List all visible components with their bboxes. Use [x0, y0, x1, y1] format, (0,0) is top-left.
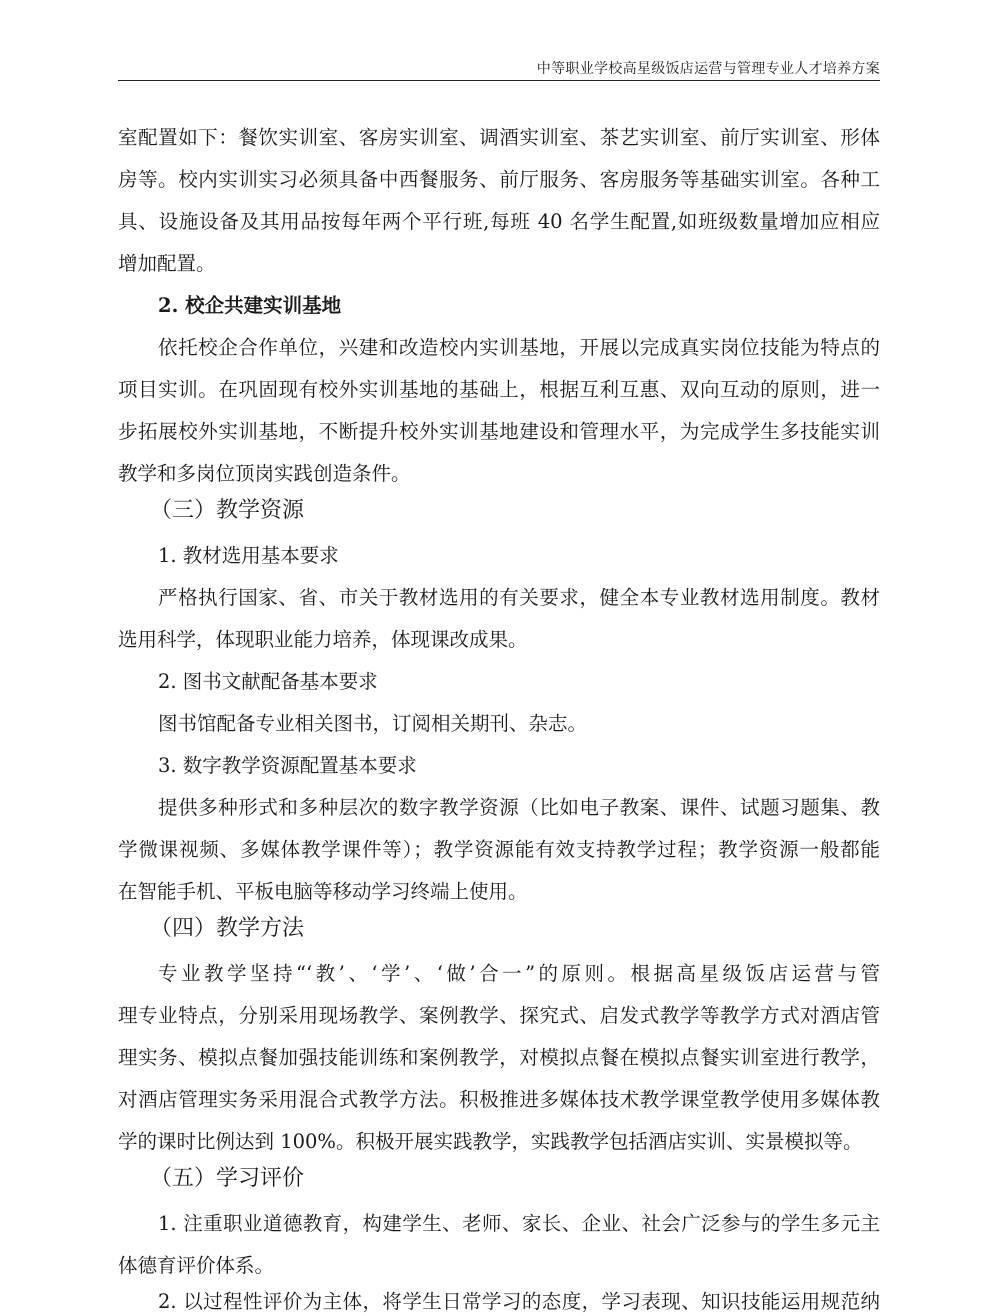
paragraph-line: 项目实训。在巩固现有校外实训基地的基础上，根据互利互惠、双向互动的原则，进一 [118, 378, 880, 401]
paragraph-line: 理实务、模拟点餐加强技能训练和案例教学，对模拟点餐在模拟点餐实训室进行教学， [118, 1046, 880, 1069]
paragraph-line: 体德育评价体系。 [118, 1254, 275, 1277]
subheading: 2. 图书文献配备基本要求 [158, 670, 378, 693]
paragraph-line: 提供多种形式和多种层次的数字教学资源（比如电子教案、课件、试题习题集、教 [158, 796, 880, 819]
paragraph-line: 增加配置。 [118, 252, 216, 275]
paragraph-line: 选用科学，体现职业能力培养，体现课改成果。 [118, 628, 528, 651]
paragraph-line: 室配置如下：餐饮实训室、客房实训室、调酒实训室、茶艺实训室、前厅实训室、形体 [118, 126, 880, 149]
page-header [118, 58, 880, 81]
paragraph-line: 理专业特点，分别采用现场教学、案例教学、探究式、启发式教学等教学方式对酒店管 [118, 1004, 880, 1027]
paragraph-line: 图书馆配备专业相关图书，订阅相关期刊、杂志。 [158, 712, 588, 735]
paragraph-line: 依托校企合作单位，兴建和改造校内实训基地，开展以完成真实岗位技能为特点的 [158, 336, 880, 359]
section-heading-5: （五）学习评价 [150, 1166, 305, 1191]
paragraph-line: 2. 以过程性评价为主体，将学生日常学习的态度，学习表现、知识技能运用规范纳 [158, 1290, 880, 1313]
subheading: 1. 教材选用基本要求 [158, 544, 339, 567]
paragraph-line: 对酒店管理实务采用混合式教学方法。积极推进多媒体技术教学课堂教学使用多媒体教 [118, 1088, 880, 1111]
paragraph-line: 专业教学坚持“‘教’、‘学’、‘做’合一”的原则。根据高星级饭店运营与管 [158, 962, 880, 985]
subheading-base: 2. 校企共建实训基地 [158, 294, 342, 317]
paragraph-line: 在智能手机、平板电脑等移动学习终端上使用。 [118, 880, 528, 903]
paragraph-line: 1. 注重职业道德教育，构建学生、老师、家长、企业、社会广泛参与的学生多元主 [158, 1212, 880, 1235]
paragraph-line: 房等。校内实训实习必须具备中西餐服务、前厅服务、客房服务等基础实训室。各种工 [118, 168, 880, 191]
subheading: 3. 数字教学资源配置基本要求 [158, 754, 417, 777]
paragraph-line: 严格执行国家、省、市关于教材选用的有关要求，健全本专业教材选用制度。教材 [158, 586, 880, 609]
section-heading-3: （三）教学资源 [150, 498, 305, 523]
paragraph-line: 具、设施设备及其用品按每年两个平行班,每班 40 名学生配置,如班级数量增加应相应 [118, 210, 880, 233]
paragraph-line: 学的课时比例达到 100%。积极开展实践教学，实践教学包括酒店实训、实景模拟等。 [118, 1130, 863, 1153]
header-title: 中等职业学校高星级饭店运营与管理专业人才培养方案 [536, 61, 880, 77]
paragraph-line: 教学和多岗位顶岗实践创造条件。 [118, 462, 411, 485]
paragraph-line: 学微课视频、多媒体教学课件等）；教学资源能有效支持教学过程；教学资源一般都能 [118, 838, 880, 861]
section-heading-4: （四）教学方法 [150, 916, 305, 941]
paragraph-line: 步拓展校外实训基地，不断提升校外实训基地建设和管理水平，为完成学生多技能实训 [118, 420, 880, 443]
